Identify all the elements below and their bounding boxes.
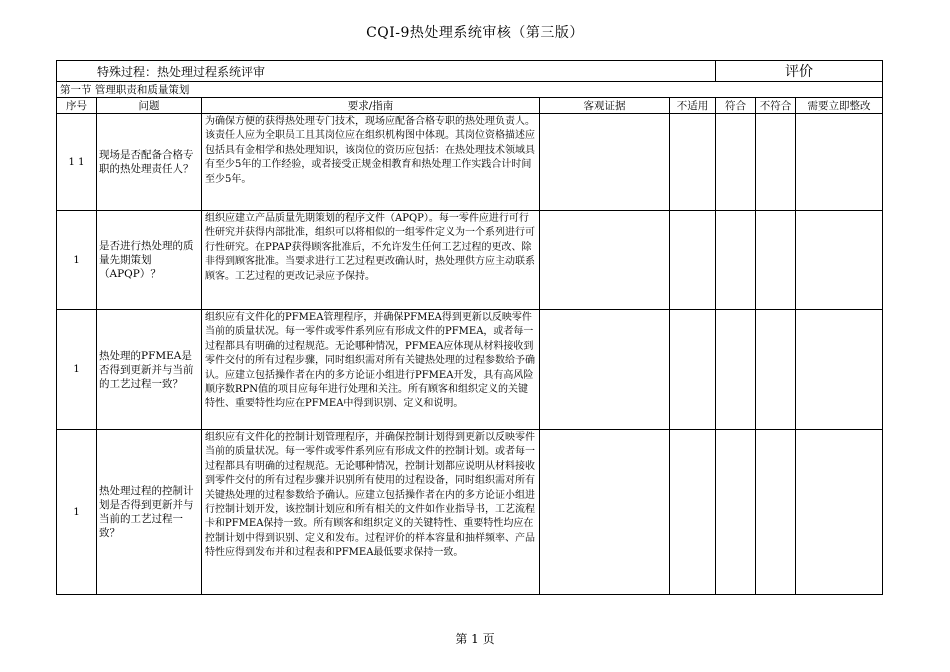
table-row (57, 430, 883, 595)
column-header-row (57, 98, 883, 114)
evidence-cell[interactable] (540, 114, 670, 211)
evidence-cell[interactable] (540, 310, 670, 430)
not-applicable-cell[interactable] (670, 114, 716, 211)
row-requirement: 组织应有文件化的PFMEA管理程序，并确保PFMEA得到更新以反映零件当前的质量状况。每一零件或零件系列应有形成文件的PFMEA，或者每一过程都具有明确的过程规范。无论哪种情况，PFMEA应体现从材料接收到零件交付的所有过程步骤，同时组织需对所有关键热处理的过程参数给予确认。应建立包括操作者在内的多方论证小组进行PFMEA开发，具有高风险顺序数RPN值的项目应每年进行处理和关注。所有顾客和组织定义的关键特性、重要特性均应在PFMEA中得到识别、定义和说明。 (202, 310, 540, 430)
table-row (57, 310, 883, 430)
column-header-conform: 符合 (716, 98, 756, 114)
not-applicable-cell[interactable] (670, 211, 716, 310)
section-row (57, 82, 883, 98)
row-number: 1 (57, 430, 97, 595)
nonconform-cell[interactable] (756, 114, 796, 211)
column-header-nonconform: 不符合 (756, 98, 796, 114)
row-question: 热处理过程的控制计划是否得到更新并与当前的工艺过程一致？ (97, 430, 202, 595)
row-requirement: 为确保方便的获得热处理专门技术，现场应配备合格专职的热处理负责人。该责任人应为全职员工且其岗位应在组织机构图中体现。其岗位资格描述应包括具有金相学和热处理知识，该岗位的资历应包括：在热处理技术领域具有至少5年的工作经验，或者接受正规金相教育和热处理工作实践合计时间至少5年。 (202, 114, 540, 211)
row-requirement: 组织应有文件化的控制计划管理程序，并确保控制计划得到更新以反映零件当前的质量状况。每一零件或零件系列应有形成文件的控制计划。或者每一过程都具有明确的过程规范。无论哪种情况，控制计划都应说明从材料接收到零件交付的所有过程步骤并识别所有使用的过程设备，同时组织需对所有关键热处理的过程参数给予确认。应建立包括操作者在内的多方论证小组进行控制计划开发，该控制计划应和所有相关的文件如作业指导书，工艺流程卡和PFMEA保持一致。所有顾客和组织定义的关键特性、重要特性均应在控制计划中得到识别、定义和发布。过程评价的样本容量和抽样频率、产品特性应得到发布并和过程表和PFMEA最低要求保持一致。 (202, 430, 540, 595)
column-header-not-applicable: 不适用 (670, 98, 716, 114)
table-row (57, 114, 883, 211)
immediate-action-cell[interactable] (796, 430, 883, 595)
conform-cell[interactable] (716, 211, 756, 310)
audit-table (56, 60, 883, 595)
column-header-question: 问题 (97, 98, 202, 114)
row-requirement: 组织应建立产品质量先期策划的程序文件（APQP）。每一零件应进行可行性研究并获得内部批准，组织可以将相似的一组零件定义为一个系列进行可行性研究。在PPAP获得顾客批准后，不允许发生任何工艺过程的更改、除非得到顾客批准。当要求进行工艺过程更改确认时，热处理供方应主动联系顾客。工艺过程的更改记录应予保持。 (202, 211, 540, 310)
evidence-cell[interactable] (540, 430, 670, 595)
row-question: 热处理的PFMEA是否得到更新并与当前的工艺过程一致？ (97, 310, 202, 430)
column-header-immediate-action: 需要立即整改 (796, 98, 883, 114)
immediate-action-cell[interactable] (796, 114, 883, 211)
document-title: CQI-9热处理系统审核（第三版） (366, 25, 584, 41)
evaluation-label: 评价 (716, 61, 883, 82)
section-title: 第一节 管理职责和质量策划 (57, 82, 883, 98)
conform-cell[interactable] (716, 430, 756, 595)
row-question: 现场是否配备合格专职的热处理责任人？ (97, 114, 202, 211)
evidence-cell[interactable] (540, 211, 670, 310)
conform-cell[interactable] (716, 114, 756, 211)
immediate-action-cell[interactable] (796, 211, 883, 310)
row-number: 1 (57, 310, 97, 430)
header-row (57, 61, 883, 82)
conform-cell[interactable] (716, 310, 756, 430)
nonconform-cell[interactable] (756, 310, 796, 430)
process-label: 特殊过程：热处理过程系统评审 (57, 61, 716, 82)
table-row (57, 211, 883, 310)
not-applicable-cell[interactable] (670, 430, 716, 595)
row-number: 1 (57, 211, 97, 310)
nonconform-cell[interactable] (756, 211, 796, 310)
page-number: 第 1 页 (455, 632, 495, 646)
not-applicable-cell[interactable] (670, 310, 716, 430)
row-question: 是否进行热处理的质量先期策划（APQP）？ (97, 211, 202, 310)
column-header-number: 序号 (57, 98, 97, 114)
column-header-requirement: 要求/指南 (202, 98, 540, 114)
nonconform-cell[interactable] (756, 430, 796, 595)
immediate-action-cell[interactable] (796, 310, 883, 430)
column-header-evidence: 客观证据 (540, 98, 670, 114)
row-number: 1 1 (57, 114, 97, 211)
